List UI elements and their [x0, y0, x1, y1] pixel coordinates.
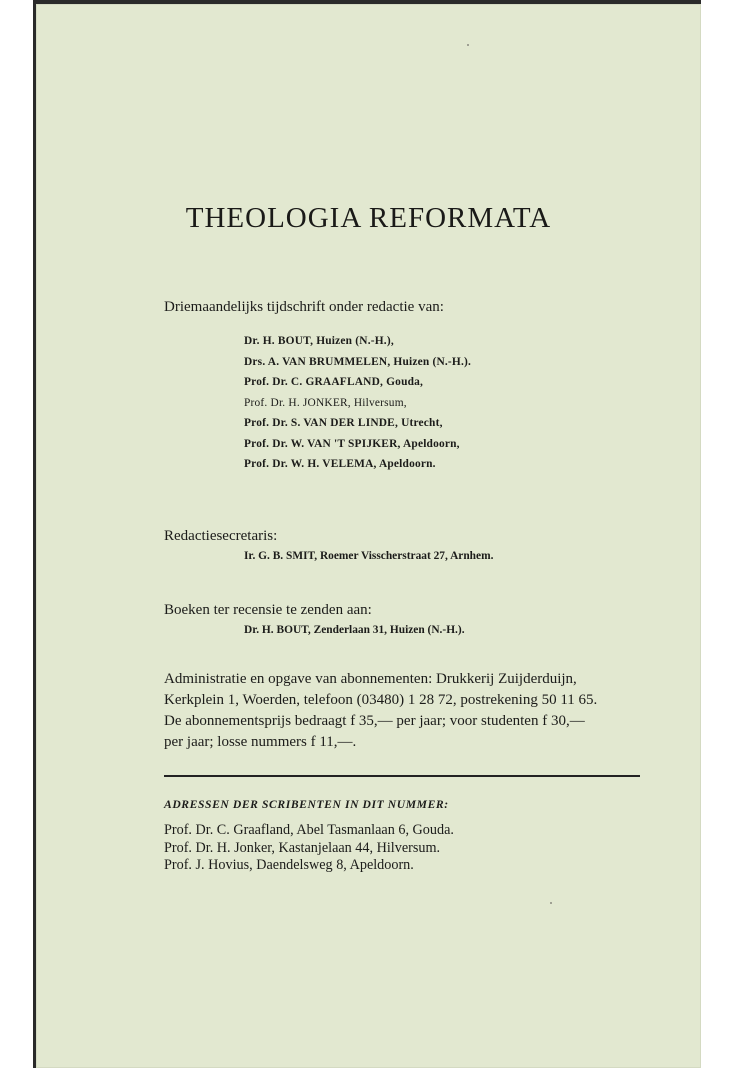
author-address: Prof. Dr. H. Jonker, Kastanjelaan 44, Hilversum.: [164, 839, 441, 856]
paper-speck: [550, 902, 552, 904]
editor-entry: Drs. A. VAN BRUMMELEN, Huizen (N.-H.).: [244, 355, 472, 368]
secretary-address: Ir. G. B. SMIT, Roemer Visscherstraat 27, Arnhem.: [244, 550, 494, 562]
administration-line: Kerkplein 1, Woerden, telefoon (03480) 1 28 72, postrekening 50 11 65.: [164, 692, 598, 708]
administration-block: [164, 669, 642, 753]
author-address: Prof. Dr. C. Graafland, Abel Tasmanlaan 6, Gouda.: [164, 822, 454, 838]
editor-entry: Prof. Dr. W. VAN 'T SPIJKER, Apeldoorn,: [244, 437, 460, 450]
editor-entry: Prof. Dr. S. VAN DER LINDE, Utrecht,: [244, 417, 443, 429]
administration-line: Administratie en opgave van abonnementen: Drukkerij Zuijderduijn,: [164, 671, 577, 687]
editor-entry: Prof. Dr. H. JONKER, Hilversum,: [244, 396, 407, 409]
administration-line: per jaar; losse nummers f 11,—.: [164, 734, 357, 750]
editor-list: [244, 331, 471, 475]
journal-title: THEOLOGIA REFORMATA: [185, 202, 552, 234]
administration-line: De abonnementsprijs bedraagt f 35,— per jaar; voor studenten f 30,—: [164, 713, 585, 729]
editor-entry: Dr. H. BOUT, Huizen (N.-H.),: [244, 335, 394, 347]
editorial-intro: Driemaandelijks tijdschrift onder redactie van:: [164, 299, 444, 315]
author-address: Prof. J. Hovius, Daendelsweg 8, Apeldoorn.: [164, 857, 414, 873]
editor-entry: Prof. Dr. W. H. VELEMA, Apeldoorn.: [244, 458, 436, 470]
reviews-address: Dr. H. BOUT, Zenderlaan 31, Huizen (N.-H.).: [244, 624, 465, 636]
section-divider: [164, 775, 640, 777]
editor-entry: Prof. Dr. C. GRAAFLAND, Gouda,: [244, 376, 424, 388]
author-addresses: [164, 822, 454, 875]
secretary-label: Redactiesecretaris:: [164, 528, 278, 544]
addresses-heading: ADRESSEN DER SCRIBENTEN IN DIT NUMMER:: [164, 798, 449, 811]
reviews-label: Boeken ter recensie te zenden aan:: [164, 602, 372, 618]
journal-page: [36, 4, 701, 1068]
paper-speck: [467, 44, 469, 46]
